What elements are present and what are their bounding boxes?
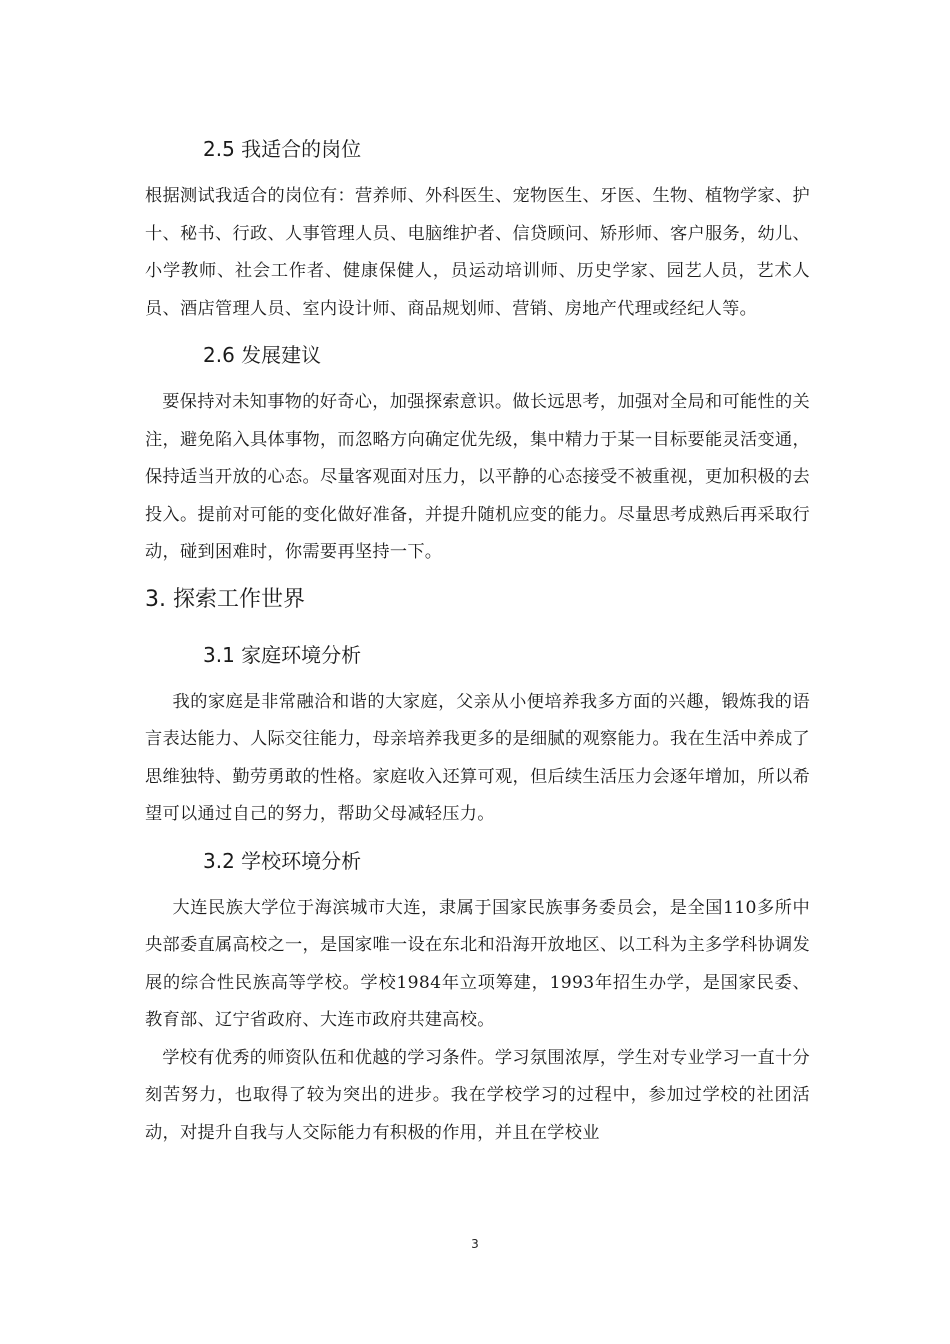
section-3-2-body-1: 大连民族大学位于海滨城市大连，隶属于国家民族事务委员会，是全国110多所中央部委直属高校之一，是国家唯一设在东北和沿海开放地区、以工科为主多学科协调发展的综合性民族高等学校。学校1984年立项筹建，1993年招生办学，是国家民委、教育部、辽宁省政府、大连市政府共建高校。 — [145, 897, 810, 1030]
page-number: 3 — [471, 1237, 479, 1251]
section-3-2-heading: 3.2 学校环境分析 — [203, 848, 362, 873]
section-3-1-body: 我的家庭是非常融洽和谐的大家庭，父亲从小便培养我多方面的兴趣，锻炼我的语言表达能力、人际交往能力，母亲培养我更多的是细腻的观察能力。我在生活中养成了思维独特、勤劳勇敢的性格。家庭收入还算可观，但后续生活压力会逐年增加，所以希望可以通过自己的努力，帮助父母减轻压力。 — [145, 691, 810, 824]
page-content — [145, 130, 810, 1160]
section-3-heading: 3. 探索工作世界 — [145, 586, 305, 612]
section-2-5-heading: 2.5 我适合的岗位 — [203, 137, 362, 161]
section-2-6-heading: 2.6 发展建议 — [203, 343, 322, 367]
section-3-2-body-2: 学校有优秀的师资队伍和优越的学习条件。学习氛围浓厚，学生对专业学习一直十分刻苦努力，也取得了较为突出的进步。我在学校学习的过程中，参加过学校的社团活动，对提升自我与人交际能力有积极的作用，并且在学校业 — [145, 1047, 810, 1143]
section-2-5-body: 根据测试我适合的岗位有：营养师、外科医生、宠物医生、牙医、生物、植物学家、护十、秘书、行政、人事管理人员、电脑维护者、信贷顾问、矫形师、客户服务，幼儿、小学教师、社会工作者、健康保健人，员运动培训师、历史学家、园艺人员，艺术人员、酒店管理人员、室内设计师、商品规划师、营销、房地产代理或经纪人等。 — [145, 186, 810, 319]
section-2-6-body: 要保持对未知事物的好奇心，加强探索意识。做长远思考，加强对全局和可能性的关注，避免陷入具体事物，而忽略方向确定优先级，集中精力于某一目标要能灵活变通，保持适当开放的心态。尽量客观面对压力，以平静的心态接受不被重视，更加积极的去投入。提前对可能的变化做好准备，并提升随机应变的能力。尽量思考成熟后再采取行动，碰到困难时，你需要再坚持一下。 — [145, 392, 810, 562]
section-3-1-heading: 3.1 家庭环境分析 — [203, 642, 362, 667]
